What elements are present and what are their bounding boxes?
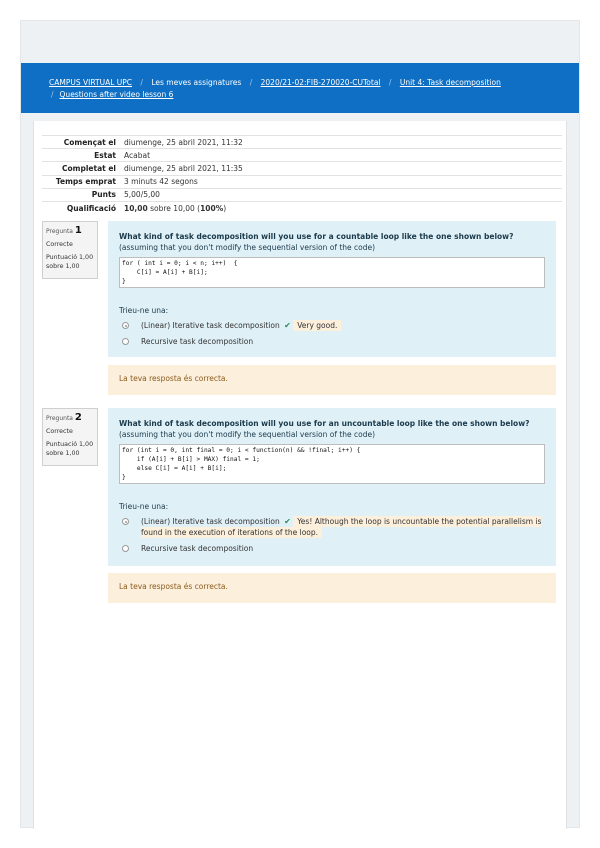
- answer-feedback: Very good.: [293, 320, 341, 331]
- question-mark: Puntuació 1,00 sobre 1,00: [46, 441, 94, 457]
- answer-label: (Linear) Iterative task decomposition: [141, 517, 280, 526]
- breadcrumb-course-link[interactable]: 2020/21-02:FIB-270020-CUTotal: [260, 78, 381, 87]
- summary-label: Començat el: [42, 136, 124, 149]
- breadcrumb-separator: /: [249, 78, 253, 87]
- answer-option[interactable]: [119, 320, 545, 331]
- question-prefix: Pregunta: [46, 415, 73, 422]
- check-icon: ✔: [284, 517, 291, 526]
- radio-selected-icon[interactable]: [122, 518, 129, 525]
- question-text: [119, 418, 545, 440]
- summary-value: 5,00/5,00: [124, 188, 562, 201]
- check-icon: ✔: [284, 321, 291, 330]
- summary-label: Estat: [42, 149, 124, 162]
- answer-option[interactable]: [119, 336, 545, 347]
- breadcrumb-quiz-link[interactable]: Questions after video lesson 6: [59, 90, 174, 99]
- summary-label: Punts: [42, 188, 124, 201]
- question-text: [119, 231, 545, 253]
- result-feedback: La teva resposta és correcta.: [108, 573, 556, 603]
- breadcrumb-courses: Les meves assignatures: [151, 78, 242, 87]
- breadcrumb-unit-link[interactable]: Unit 4: Task decomposition: [399, 78, 501, 87]
- top-bar: [21, 21, 579, 63]
- summary-value: diumenge, 25 abril 2021, 11:35: [124, 162, 562, 175]
- question-number: [46, 226, 94, 236]
- answer-label: (Linear) Iterative task decomposition: [141, 321, 280, 330]
- grade-percent: 100%: [200, 203, 224, 213]
- code-block: for ( int i = 0; i < n; i++) { C[i] = A[i] + B[i]; }: [119, 257, 545, 288]
- grade-value: 10,00: [124, 203, 148, 213]
- question-info: [42, 408, 98, 466]
- question-number-value: 1: [74, 225, 82, 236]
- summary-value: 3 minuts 42 segons: [124, 175, 562, 188]
- answer-label: Recursive task decomposition: [141, 544, 254, 553]
- question-number-value: 2: [74, 412, 82, 423]
- question-state: Correcte: [46, 428, 73, 435]
- question-text-note: (assuming that you don't modify the sequential version of the code): [119, 243, 376, 252]
- grade-mid: sobre 10,00 (: [147, 203, 201, 213]
- attempt-summary-table: [42, 135, 562, 215]
- answer-prompt: Trieu-ne una:: [119, 306, 169, 315]
- question-mark: Puntuació 1,00 sobre 1,00: [46, 254, 94, 270]
- answer-label: Recursive task decomposition: [141, 337, 254, 346]
- summary-row: [42, 175, 562, 188]
- answer-feedback: Yes! Although the loop is uncountable the potential parallelism is found in the execution of iterations of the loop.: [141, 517, 542, 537]
- breadcrumb: [21, 63, 579, 113]
- summary-label: Completat el: [42, 162, 124, 175]
- question-prefix: Pregunta: [46, 228, 73, 235]
- breadcrumb-separator: /: [140, 78, 143, 87]
- summary-label: Qualificació: [42, 201, 124, 214]
- question-state: Correcte: [46, 241, 73, 248]
- radio-icon[interactable]: [122, 545, 129, 552]
- answer-prompt: Trieu-ne una:: [119, 502, 169, 511]
- radio-icon[interactable]: [122, 338, 129, 345]
- summary-value: Acabat: [124, 149, 562, 162]
- answer-option[interactable]: [119, 516, 545, 538]
- breadcrumb-campus-link[interactable]: CAMPUS VIRTUAL UPC: [49, 78, 133, 87]
- breadcrumb-separator: /: [388, 78, 392, 87]
- question-number: [46, 413, 94, 423]
- question-content: [108, 408, 556, 566]
- summary-label: Temps emprat: [42, 175, 124, 188]
- question-text-main: What kind of task decomposition will you use for a countable loop like the one shown below?: [119, 232, 514, 241]
- summary-row: [42, 188, 562, 201]
- page-frame: [20, 20, 580, 828]
- question-content: [108, 221, 556, 357]
- question-text-note: (assuming that you don't modify the sequential version of the code): [119, 430, 376, 439]
- code-block: for (int i = 0, int final = 0; i < function(n) && !final; i++) { if (A[i] + B[i] > MAX) final = 1; else C[i] = A[i] + B[i]; }: [119, 444, 545, 484]
- breadcrumb-separator: /: [51, 90, 54, 99]
- summary-row: [42, 149, 562, 162]
- grade-end: ): [223, 203, 227, 213]
- question-info: [42, 221, 98, 279]
- summary-row: [42, 136, 562, 149]
- question-text-main: What kind of task decomposition will you use for an uncountable loop like the one shown below?: [119, 419, 530, 428]
- answer-option[interactable]: [119, 543, 545, 554]
- quiz-review-panel: [33, 121, 567, 829]
- radio-selected-icon[interactable]: [122, 322, 129, 329]
- summary-row: [42, 201, 562, 214]
- summary-grade: [124, 201, 562, 214]
- summary-row: [42, 162, 562, 175]
- summary-value: diumenge, 25 abril 2021, 11:32: [124, 136, 562, 149]
- result-feedback: La teva resposta és correcta.: [108, 365, 556, 395]
